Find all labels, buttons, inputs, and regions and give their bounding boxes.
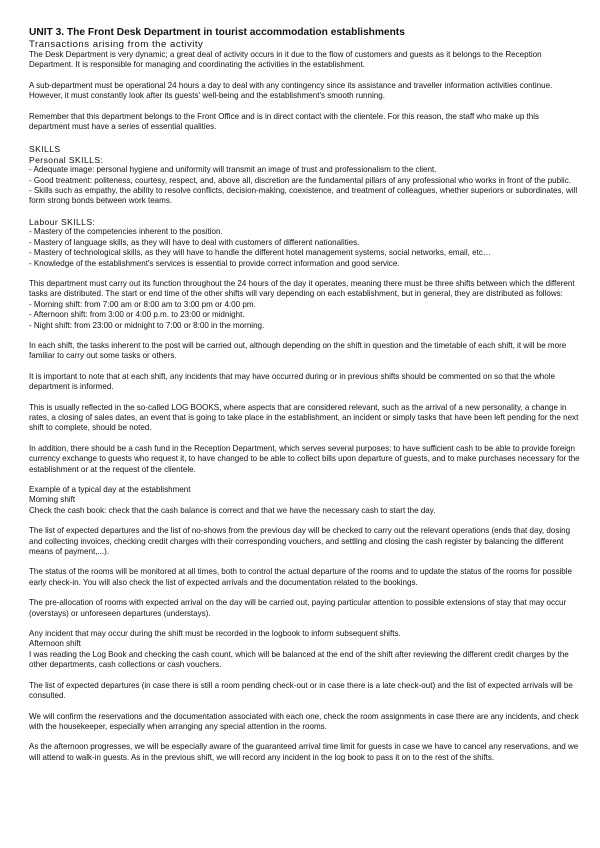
body-paragraph: It is important to note that at each shift, any incidents that may have occurred during or in previous shifts should be commented on so that the whole department is informed. xyxy=(29,371,556,392)
list-item: - Good treatment: politeness, courtesy, respect, and, above all, discretion are the fundamental pillars of any professional who works in front of the public. xyxy=(29,175,571,185)
list-item: - Mastery of language skills, as they will have to deal with customers of different nationalities. xyxy=(29,237,360,247)
list-item: - Adequate image: personal hygiene and uniformity will transmit an image of trust and professionalism to the client. xyxy=(29,165,437,175)
shift-list-item: - Morning shift: from 7:00 am or 8:00 am to 3:00 pm or 4:00 pm. xyxy=(29,299,256,309)
intro-paragraph: The Desk Department is very dynamic; a great deal of activity occurs in it due to the flow of customers and guests as it belongs to the Reception Department. It is responsible for managing and coordinating the activities in the establishment. xyxy=(29,50,542,70)
body-paragraph: In addition, there should be a cash fund in the Reception Department, which serves several purposes: to have sufficient cash to be able to provide foreign currency exchange to guests who request it, to have changed to be able to collect bills upon departure of guests, and to make purchases necessary for the establishment or at the request of the clientele. xyxy=(29,443,580,474)
section-subtitle: Transactions arising from the activity xyxy=(29,39,204,50)
list-item: - Mastery of technological skills, as they will have to handle the different hotel management systems, social networks, email, etc… xyxy=(29,248,491,258)
body-paragraph: This is usually reflected in the so-called LOG BOOKS, where aspects that are considered relevant, such as the arrival of a new personality, a change in rates, a closing of sales dates, an event that is going to take place in the establishment, an incident or simply tasks that have been left pending for the next shift to complete, should be noted. xyxy=(29,402,579,433)
personal-skills-heading: Personal SKILLS: xyxy=(29,154,104,165)
intro-paragraph: Remember that this department belongs to the Front Office and is in direct contact with the clientele. For this reason, the staff who make up this department must have a series of essential qualities. xyxy=(29,111,540,132)
afternoon-paragraph: The list of expected departures (in case there is still a room pending check-out or in case there is a late check-out) and the list of expected arrivals will be consulted. xyxy=(29,680,573,701)
afternoon-paragraph: As the afternoon progresses, we will be especially aware of the guaranteed arrival time limit for guests in case we have to cancel any reservations, and we will attend to walk-in guests. As in the previous shift, we will record any incident in the log book to pass it on to the rest of the shifts. xyxy=(29,742,579,762)
afternoon-shift-heading: Afternoon shift xyxy=(29,639,81,649)
shift-list-item: - Afternoon shift: from 3:00 or 4:00 p.m. to 23:00 or midnight. xyxy=(29,310,245,320)
example-heading: Example of a typical day at the establishment xyxy=(29,485,191,494)
labour-skills-heading: Labour SKILLS: xyxy=(29,216,96,227)
shifts-intro-paragraph: This department must carry out its function throughout the 24 hours of the day it operates, meaning there must be three shifts between which the different tasks are distributed. The start or end time of the other shifts will vary depending on each establishment, but in general, they are distributed as follows: xyxy=(29,278,575,299)
morning-shift-heading: Morning shift xyxy=(29,495,76,505)
afternoon-paragraph: We will confirm the reservations and the documentation associated with each one, check the room assignments in case there are any incidents, and check with the housekeeper, especially when arranging any special attention in the rooms. xyxy=(29,711,579,731)
afternoon-paragraph: I was reading the Log Book and checking the cash count, which will be balanced at the end of the shift after reviewing the different credit charges by the other departments, cash collections or cash vouchers. xyxy=(29,649,569,670)
morning-paragraph: The pre-allocation of rooms with expected arrival on the day will be carried out, paying particular attention to possible extensions of stay that may occur (overstays) or unforeseen departures (understays). xyxy=(29,598,567,618)
body-paragraph: In each shift, the tasks inherent to the post will be carried out, although depending on the shift in question and the timetable of each shift, it will be more familiar to carry out some tasks or others. xyxy=(29,340,567,361)
intro-paragraph: A sub-department must be operational 24 hours a day to deal with any contingency since its assistance and traveller information activities continue. However, it must constantly look after its guests' well-being and the establishment's smooth running. xyxy=(29,80,553,101)
skills-heading: SKILLS xyxy=(29,144,61,155)
list-item: - Mastery of the competencies inherent to the position. xyxy=(29,227,223,237)
list-item: - Knowledge of the establishment's services is essential to provide correct information and good service. xyxy=(29,258,400,268)
list-item: - Skills such as empathy, the ability to resolve conflicts, decision-making, coexistence, and treatment of colleagues, whether superiors or subordinates, will form strong bonds between work teams. xyxy=(29,186,578,206)
document-page xyxy=(29,27,581,763)
morning-paragraph: The status of the rooms will be monitored at all times, both to control the actual departure of the rooms and to update the status of the rooms for possible early check-in. You will also check the list of expected arrivals and the documentation related to the bookings. xyxy=(29,567,573,587)
morning-paragraph: Any incident that may occur during the shift must be recorded in the logbook to inform subsequent shifts. xyxy=(29,629,401,639)
morning-paragraph: Check the cash book: check that the cash balance is correct and that we have the necessary cash to start the day. xyxy=(29,505,436,515)
morning-paragraph: The list of expected departures and the list of no-shows from the previous day will be checked to carry out the relevant operations (ends that day, dosing and collecting invoices, checking credit charges with their corresponding vouchers, and settling and closing the cash register by balancing the different means of payment,...). xyxy=(29,526,571,557)
unit-title: UNIT 3. The Front Desk Department in tourist accommodation establishments xyxy=(29,27,405,38)
shift-list-item: - Night shift: from 23:00 or midnight to 7:00 or 8:00 in the morning. xyxy=(29,320,265,330)
